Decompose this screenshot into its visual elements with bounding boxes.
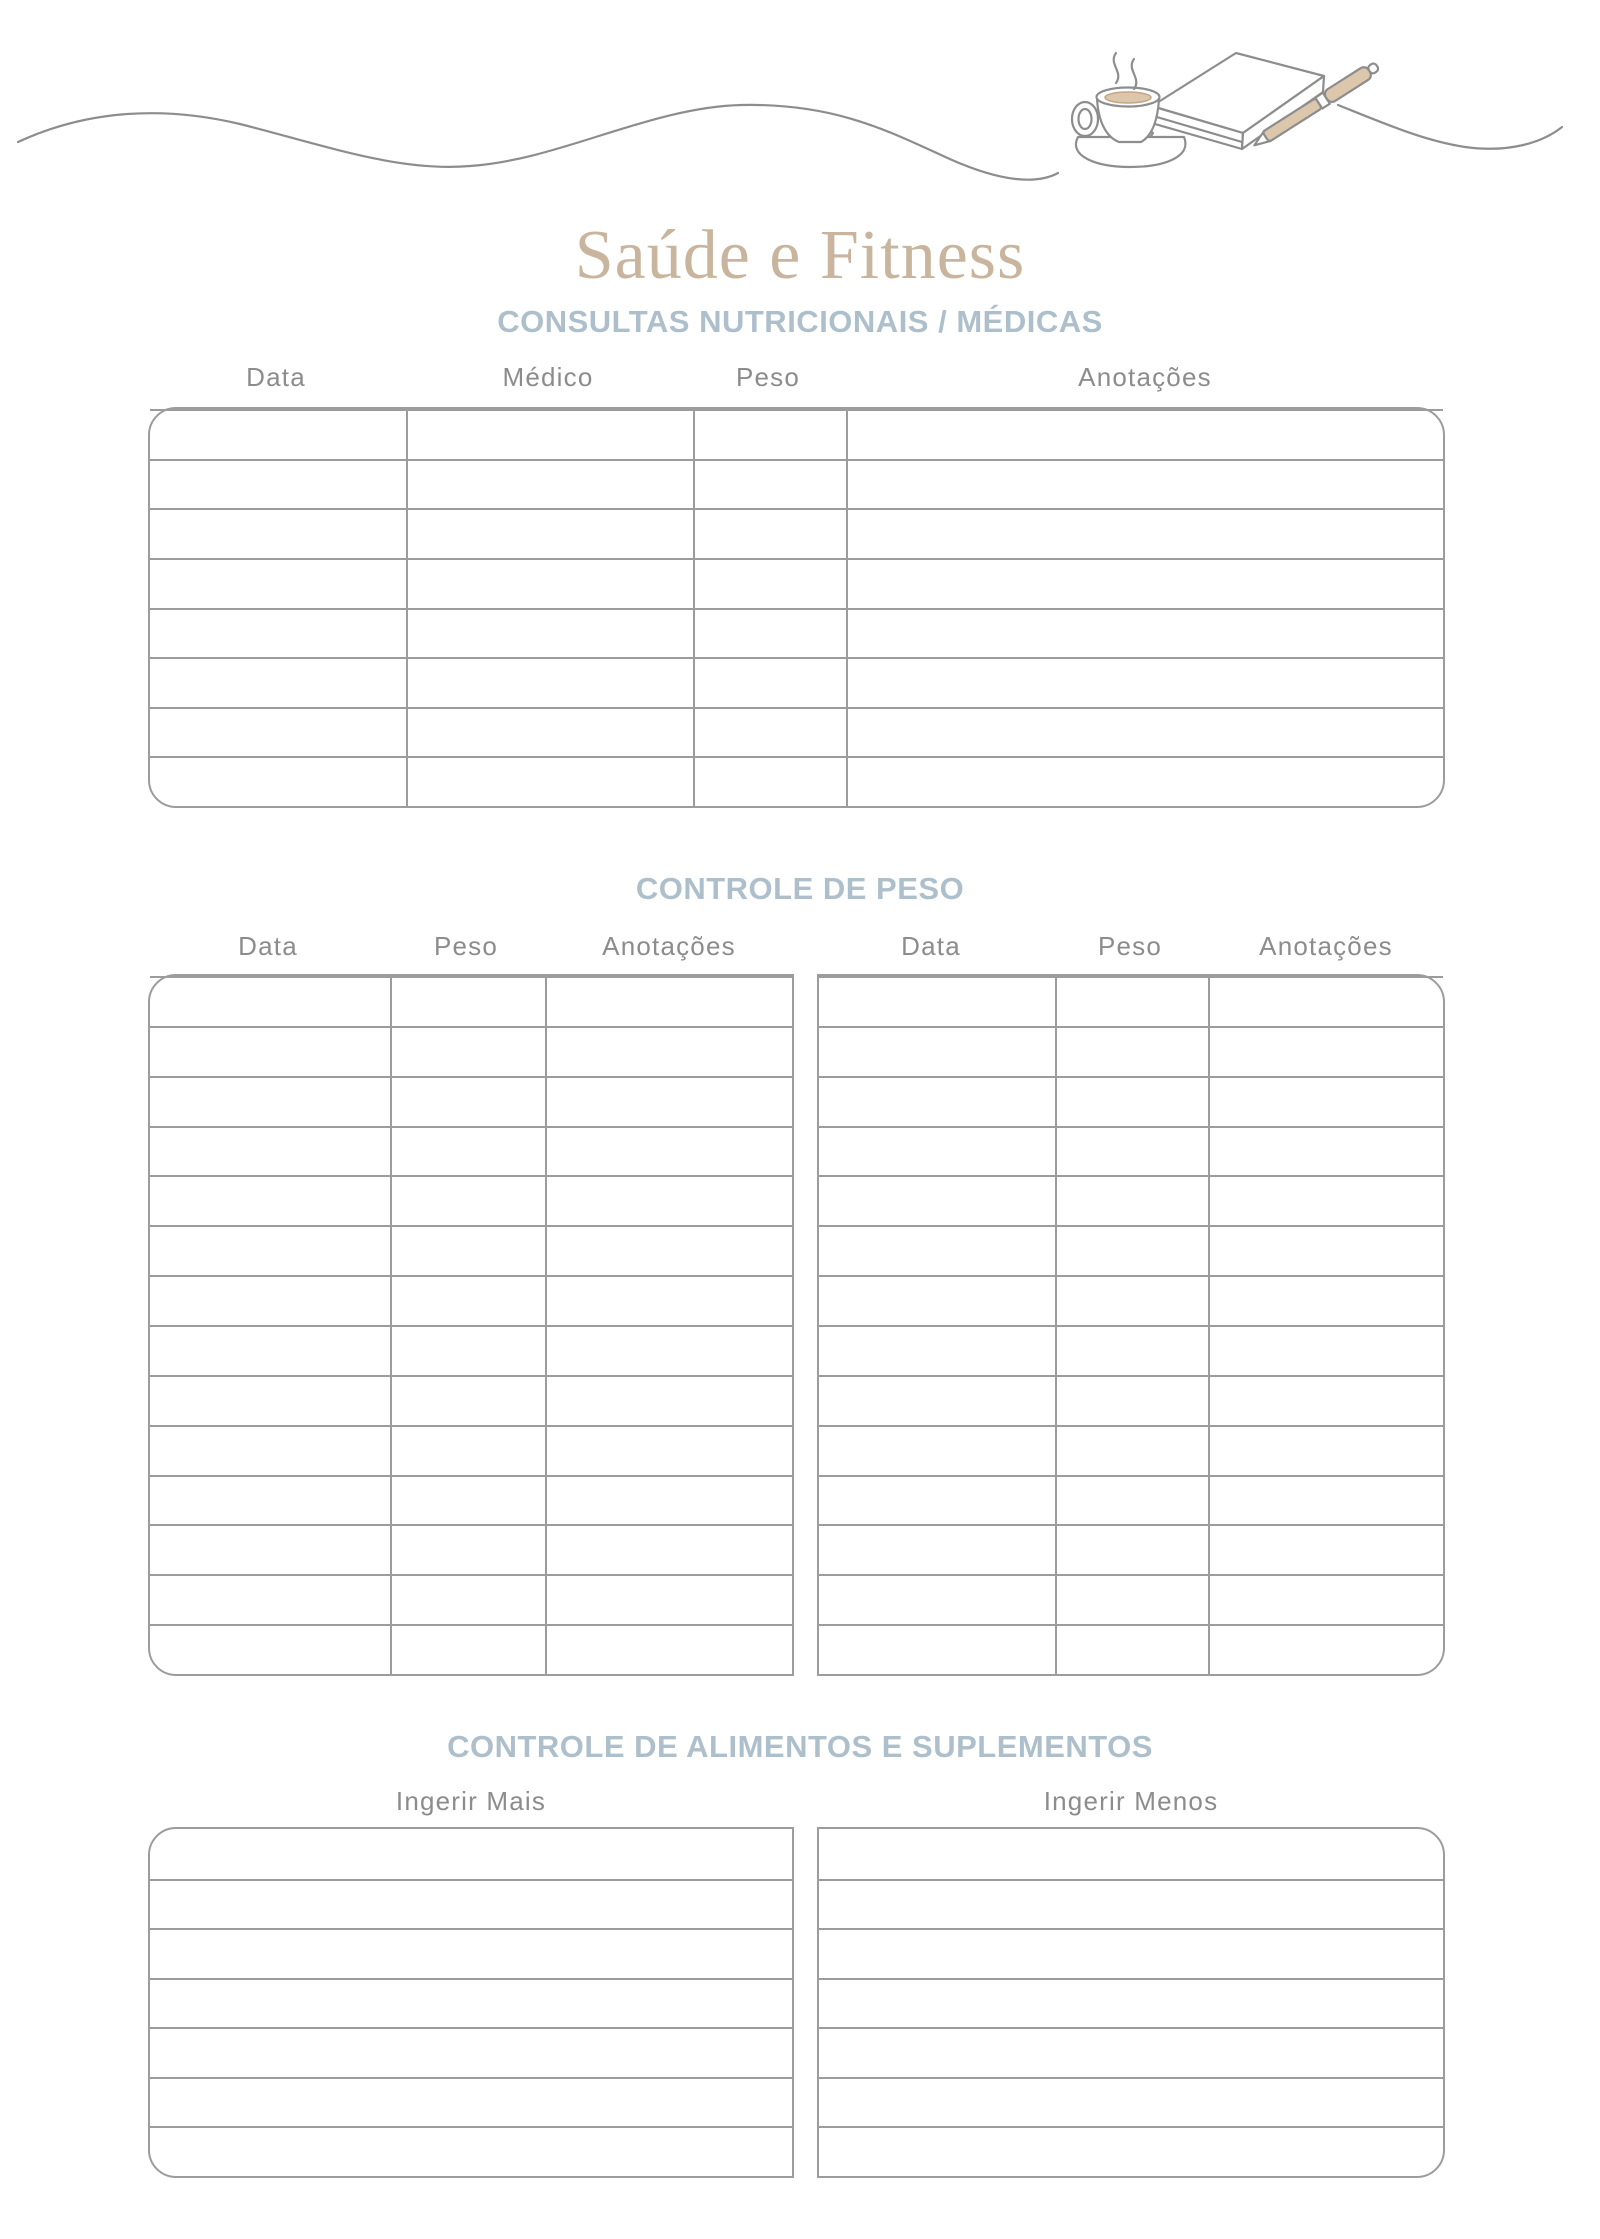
table-row	[819, 976, 1443, 1026]
table-row	[819, 2027, 1443, 2077]
table-row	[150, 1475, 792, 1525]
table-row	[150, 976, 792, 1026]
column-divider	[1208, 976, 1210, 1674]
table-row	[150, 409, 1443, 459]
column-header-peso: Peso	[735, 362, 801, 392]
table-row	[150, 1126, 792, 1176]
table-row	[150, 2077, 792, 2127]
table-row	[819, 2077, 1443, 2127]
column-divider	[545, 976, 547, 1674]
table-row	[150, 1026, 792, 1076]
table-row	[150, 756, 1443, 806]
table-row	[819, 1978, 1443, 2028]
table-row	[819, 1275, 1443, 1325]
table-row	[150, 1574, 792, 1624]
column-divider	[406, 409, 408, 806]
column-header-data: Data	[238, 931, 298, 961]
column-header-data: Data	[901, 931, 961, 961]
column-header-anotacoes: Anotações	[602, 931, 736, 961]
table-row	[150, 508, 1443, 558]
section-heading-alimentos: CONTROLE DE ALIMENTOS E SUPLEMENTOS	[447, 1729, 1153, 1764]
column-header-peso: Peso	[1097, 931, 1163, 961]
header-decoration	[0, 25, 1600, 210]
box-label-ingerir-mais: Ingerir Mais	[395, 1786, 547, 1816]
table-row	[150, 1829, 792, 1879]
table-row	[150, 1928, 792, 1978]
table-row	[819, 1175, 1443, 1225]
table-row	[819, 1126, 1443, 1176]
table-row	[819, 1425, 1443, 1475]
table-row	[819, 1225, 1443, 1275]
controle-peso-table-right	[817, 974, 1445, 1676]
table-row	[819, 1325, 1443, 1375]
column-divider	[846, 409, 848, 806]
column-header-data: Data	[246, 362, 306, 392]
table-row	[819, 1375, 1443, 1425]
table-row	[819, 1524, 1443, 1574]
section-heading-consultas: CONSULTAS NUTRICIONAIS / MÉDICAS	[497, 304, 1103, 339]
table-row	[819, 2126, 1443, 2176]
box-label-ingerir-menos: Ingerir Menos	[1043, 1786, 1219, 1816]
consultas-table	[148, 407, 1445, 808]
column-header-anotacoes: Anotações	[1078, 362, 1212, 392]
table-row	[150, 1524, 792, 1574]
column-header-medico: Médico	[502, 362, 594, 392]
table-row	[150, 1225, 792, 1275]
table-row	[150, 1624, 792, 1674]
table-row	[819, 1026, 1443, 1076]
table-row	[150, 1978, 792, 2028]
table-row	[150, 2126, 792, 2176]
table-row	[819, 1574, 1443, 1624]
wave-line	[1338, 105, 1562, 149]
table-row	[150, 1375, 792, 1425]
column-divider	[1055, 976, 1057, 1674]
column-header-peso: Peso	[433, 931, 499, 961]
table-row	[150, 707, 1443, 757]
column-divider	[693, 409, 695, 806]
column-header-anotacoes: Anotações	[1259, 931, 1393, 961]
table-row	[150, 459, 1443, 509]
table-row	[150, 1425, 792, 1475]
table-row	[819, 1928, 1443, 1978]
table-row	[150, 1275, 792, 1325]
table-row	[819, 1879, 1443, 1929]
table-row	[150, 1175, 792, 1225]
ingerir-mais-box	[148, 1827, 794, 2178]
table-row	[819, 1076, 1443, 1126]
section-heading-controle-peso: CONTROLE DE PESO	[635, 871, 965, 906]
table-row	[819, 1624, 1443, 1674]
table-row	[150, 1076, 792, 1126]
table-row	[150, 2027, 792, 2077]
table-row	[150, 1325, 792, 1375]
controle-peso-table-left	[148, 974, 794, 1676]
table-row	[150, 1879, 792, 1929]
table-row	[819, 1829, 1443, 1879]
table-row	[150, 608, 1443, 658]
page-title: Saúde e Fitness	[574, 217, 1026, 294]
ingerir-menos-box	[817, 1827, 1445, 2178]
wave-line	[18, 105, 1058, 180]
table-row	[150, 558, 1443, 608]
table-row	[819, 1475, 1443, 1525]
column-divider	[390, 976, 392, 1674]
table-row	[150, 657, 1443, 707]
